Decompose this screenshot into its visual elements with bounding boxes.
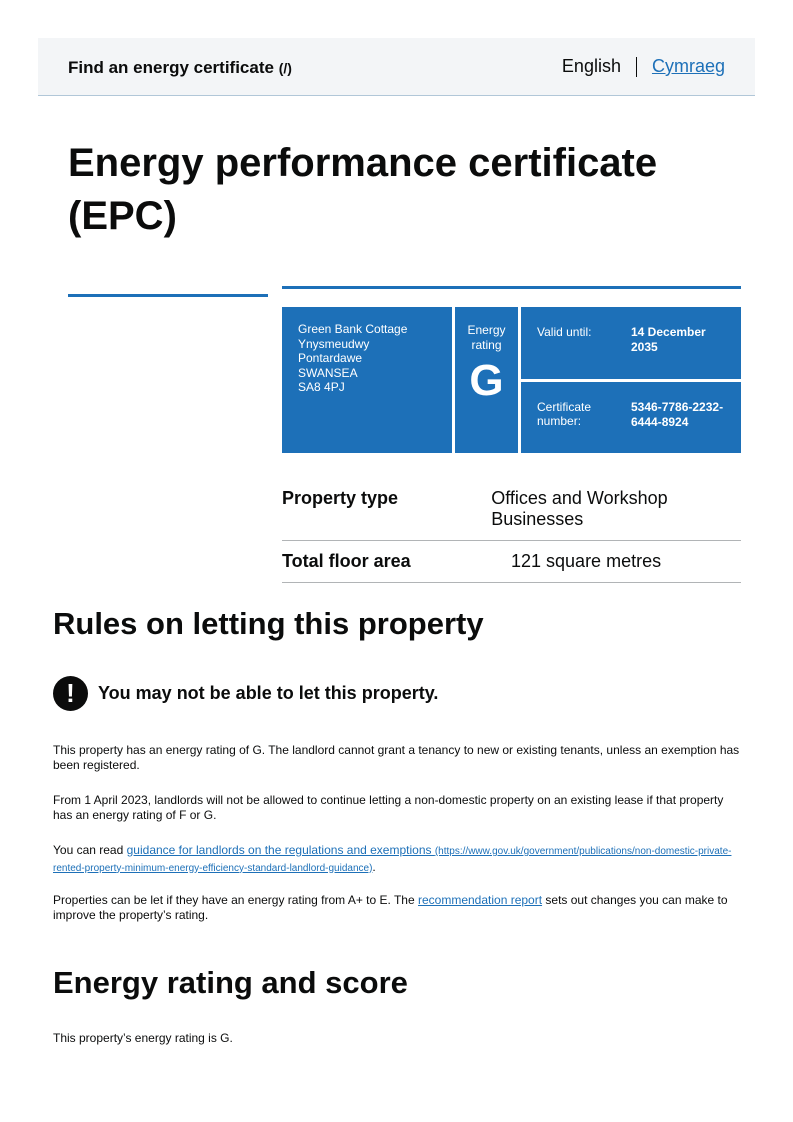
- summary-row: [282, 541, 741, 583]
- warning-callout: [53, 676, 438, 711]
- language-english: English: [561, 56, 621, 76]
- paragraph-text: sets out changes you can make to improve the property’s rating.: [53, 893, 728, 922]
- address-line: SA8 4PJ: [298, 380, 345, 394]
- paragraph-text: Properties can be let if they have an energy rating from A+ to E. The: [53, 893, 418, 907]
- warning-icon: !: [53, 676, 88, 711]
- summary-row: [282, 478, 741, 541]
- certificate-number-cell: [521, 382, 741, 453]
- certificate-number-label: Certificate number:: [537, 400, 592, 428]
- summary-value: Offices and Workshop Businesses: [491, 488, 668, 529]
- summary-key: Property type: [282, 488, 399, 508]
- content-divider: [282, 286, 741, 289]
- site-header: [38, 38, 755, 96]
- valid-until-value: 14 December 2035: [631, 325, 706, 354]
- address-line: SWANSEA: [298, 365, 358, 380]
- language-cymraeg-link[interactable]: Cymraeg: [651, 56, 725, 76]
- paragraph-text: You can read: [53, 843, 127, 857]
- letting-paragraph-1: This property has an energy rating of G. The landlord cannot grant a tenancy to new or existing tenants, unless an exemption has been registered.: [53, 743, 740, 772]
- address-line: Ynysmeudwy: [298, 336, 370, 351]
- valid-until-label: Valid until:: [537, 325, 592, 339]
- sidebar-divider: [68, 294, 268, 297]
- energy-rating-cell: [455, 307, 518, 453]
- letting-paragraph-3: [53, 843, 743, 876]
- recommendation-report-link[interactable]: recommendation report: [418, 893, 543, 907]
- energy-rating-text: This property’s energy rating is G.: [53, 1031, 233, 1045]
- letting-heading: Rules on letting this property: [53, 606, 484, 641]
- service-name-link[interactable]: [68, 58, 292, 78]
- landlord-guidance-link[interactable]: [53, 843, 731, 874]
- link-text: guidance for landlords on the regulations and exemptions: [126, 843, 432, 857]
- address-line: Pontardawe: [298, 351, 363, 365]
- property-address: [282, 307, 452, 453]
- warning-text: You may not be able to let this property.: [98, 683, 439, 703]
- service-name-suffix: (/): [278, 60, 292, 76]
- epc-summary-box: [282, 307, 741, 453]
- summary-key: Total floor area: [282, 551, 411, 571]
- energy-rating-label: rating: [471, 337, 502, 352]
- certificate-number-value: 5346-7786-2232-6444-8924: [631, 400, 724, 429]
- summary-value: 121 square metres: [511, 551, 662, 571]
- letting-paragraph-2: From 1 April 2023, landlords will not be allowed to continue letting a non-domestic property on an existing lease if that property has an energy rating of F or G.: [53, 793, 724, 822]
- language-switcher: [562, 56, 725, 77]
- letting-paragraph-4: [53, 893, 743, 922]
- service-name-text: Find an energy certificate: [68, 58, 274, 77]
- valid-until-cell: [521, 307, 741, 379]
- page-title: Energy performance certificate (EPC): [68, 141, 658, 239]
- energy-rating-heading: Energy rating and score: [53, 965, 408, 1000]
- property-summary-list: [282, 478, 741, 583]
- energy-rating-label: Energy: [467, 323, 506, 337]
- link-url: (https://www.gov.uk/government/publications/non-domestic-private-rented-property-minimum-energy-efficiency-standard-landlord-guidance): [53, 846, 732, 874]
- address-line: Green Bank Cottage: [298, 322, 408, 336]
- language-divider: [636, 57, 637, 77]
- paragraph-text: .: [372, 859, 376, 874]
- energy-rating-letter: G: [469, 356, 504, 405]
